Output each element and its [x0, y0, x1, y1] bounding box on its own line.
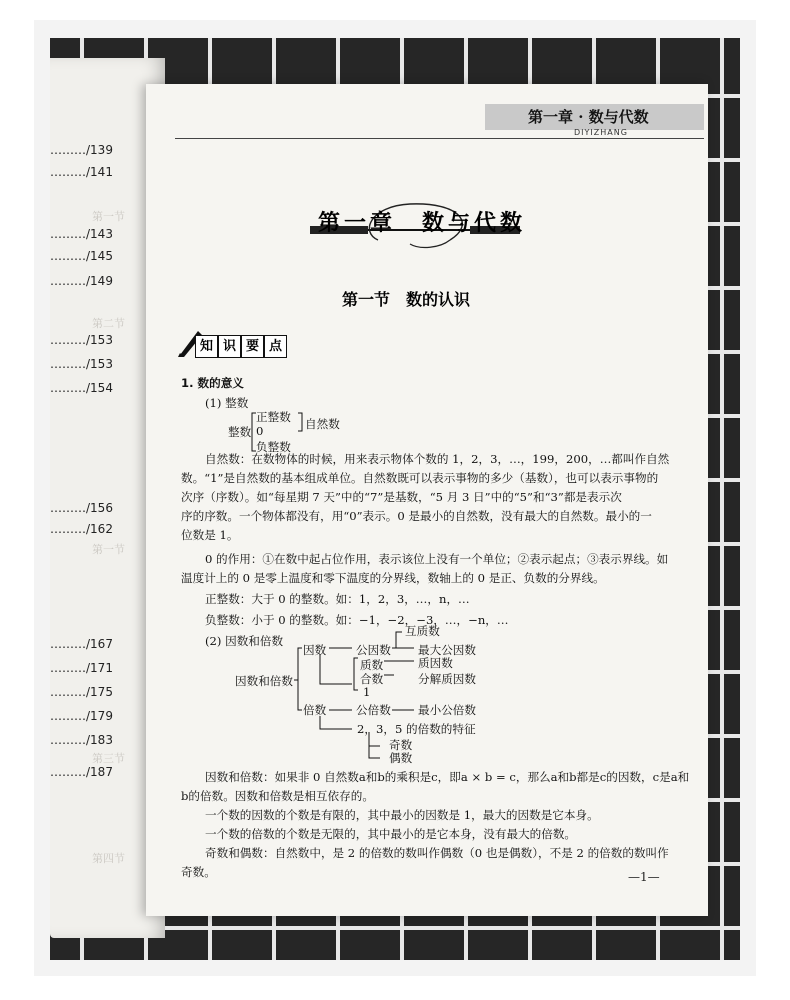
- toc-entry: ………/179: [50, 709, 113, 723]
- knowledge-char: 识: [218, 335, 241, 358]
- knowledge-char: 知: [195, 335, 218, 358]
- toc-entry: ………/149: [50, 274, 113, 288]
- paragraph-line: 奇数和偶数：自然数中，是 2 的倍数的数叫作偶数（0 也是偶数），不是 2 的倍数的数叫作: [205, 846, 669, 860]
- paragraph-line: 一个数的因数的个数是有限的，其中最小的因数是 1，最大的因数是它本身。: [205, 808, 599, 822]
- toc-entry: ………/187: [50, 765, 113, 779]
- tree-composite: 合数: [360, 672, 384, 686]
- tree-lcm: 最小公倍数: [418, 703, 476, 717]
- heading-number-meaning: 1. 数的意义: [181, 376, 244, 390]
- toc-entry: ………/154: [50, 381, 113, 395]
- subheading-integer: (1) 整数: [205, 396, 249, 410]
- tree-even: 偶数: [389, 751, 413, 765]
- toc-entry: ………/153: [50, 333, 113, 347]
- running-header-subtitle: DIYIZHANG: [574, 128, 628, 137]
- subheading-factors: (2) 因数和倍数: [205, 634, 284, 648]
- ghost-label: 第三节: [92, 752, 125, 765]
- paragraph-line: 一个数的倍数的个数是无限的，其中最小的是它本身，没有最大的倍数。: [205, 827, 577, 841]
- tree-multiple: 倍数: [303, 703, 327, 717]
- ghost-label: 第二节: [92, 317, 125, 330]
- tree-one: 1: [363, 685, 371, 699]
- integer-label: 整数: [228, 425, 252, 439]
- paragraph-line: 0 的作用：①在数中起占位作用，表示该位上没有一个单位；②表示起点；③表示界线。如: [205, 552, 669, 566]
- tree-common-factor: 公因数: [356, 643, 391, 657]
- integer-branch-positive: 正整数: [256, 410, 291, 424]
- paragraph-line: 序的序数。一个物体都没有，用“0”表示。0 是最小的自然数，没有最大的自然数。最小的一: [181, 509, 652, 523]
- toc-entry: ………/145: [50, 249, 113, 263]
- toc-entry: ………/156: [50, 501, 113, 515]
- toc-entry: ………/153: [50, 357, 113, 371]
- page-number: —1—: [628, 870, 660, 884]
- natural-number-label: 自然数: [305, 417, 340, 431]
- paragraph-line: 奇数。: [181, 865, 216, 879]
- tree-root: 因数和倍数: [235, 674, 293, 688]
- chapter-title: 第一章 数与代数: [318, 210, 527, 236]
- toc-entry: ………/175: [50, 685, 113, 699]
- toc-entry: ………/162: [50, 522, 113, 536]
- toc-entry: ………/139: [50, 143, 113, 157]
- paragraph-line: 因数和倍数：如果非 0 自然数a和b的乘积是c，即a × b = c，那么a和b都是c的因数，c是a和: [205, 770, 690, 784]
- positive-integer-def: 正整数：大于 0 的整数。如：1，2，3，…，n，…: [205, 592, 470, 606]
- tree-prime-factor: 质因数: [418, 656, 453, 670]
- toc-entry: ………/143: [50, 227, 113, 241]
- toc-entry: ………/183: [50, 733, 113, 747]
- ghost-label: 第四节: [92, 852, 125, 865]
- tree-coprime: 互质数: [405, 624, 440, 638]
- ghost-label: 第一节: [92, 543, 125, 556]
- tree-common-multiple: 公倍数: [356, 703, 391, 717]
- header-rule: [175, 138, 704, 139]
- integer-branch-negative: 负整数: [256, 440, 291, 454]
- running-header-title: 第一章 · 数与代数: [528, 108, 649, 126]
- integer-branch-zero: 0: [256, 424, 264, 438]
- paragraph-line: 数。“1”是自然数的基本组成单位。自然数既可以表示事物的多少（基数），也可以表示事物的: [181, 471, 659, 485]
- tree-factorization: 分解质因数: [418, 672, 476, 686]
- ghost-label: 第一节: [92, 210, 125, 223]
- tree-gcd: 最大公因数: [418, 643, 476, 657]
- paragraph-line: 温度计上的 0 是零上温度和零下温度的分界线，数轴上的 0 是正、负数的分界线。: [181, 571, 605, 585]
- negative-integer-def: 负整数：小于 0 的整数。如：−1，−2，−3，…，−n，…: [205, 613, 509, 627]
- knowledge-char: 要: [241, 335, 264, 358]
- toc-entry: ………/141: [50, 165, 113, 179]
- tree-prime: 质数: [360, 658, 384, 672]
- tree-divisibility-feature: 2，3，5 的倍数的特征: [357, 722, 476, 736]
- paragraph-line: 自然数：在数物体的时候，用来表示物体个数的 1，2，3，…，199，200，…都叫作自然: [205, 452, 670, 466]
- paragraph-line: 位数是 1。: [181, 528, 239, 542]
- paragraph-line: 次序（序数）。如“每星期 7 天”中的“7”是基数，“5 月 3 日”中的“5”和“3”都是表示次: [181, 490, 622, 504]
- toc-entry: ………/171: [50, 661, 113, 675]
- knowledge-char: 点: [264, 335, 287, 358]
- section-title: 第一节 数的认识: [342, 290, 471, 309]
- tree-odd: 奇数: [389, 738, 413, 752]
- toc-entry: ………/167: [50, 637, 113, 651]
- paragraph-line: b的倍数。因数和倍数是相互依存的。: [181, 789, 374, 803]
- tree-factor: 因数: [303, 643, 327, 657]
